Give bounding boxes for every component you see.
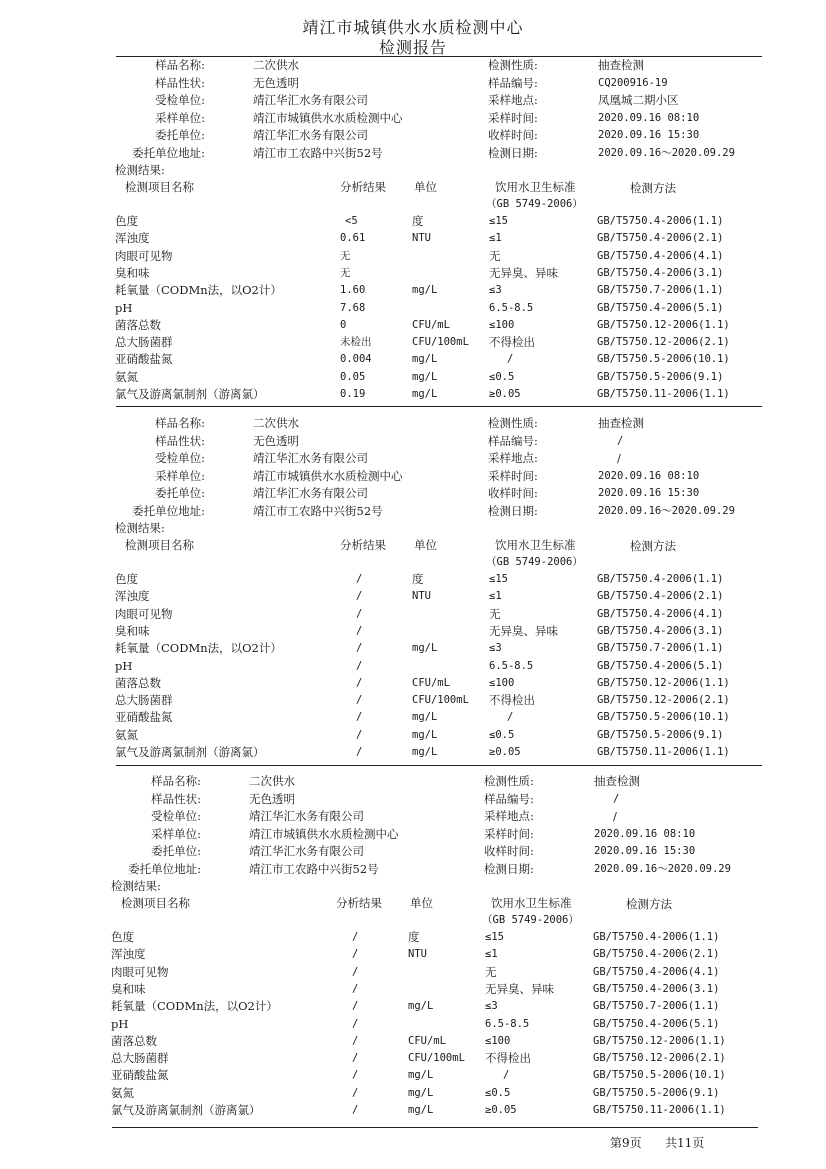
item-name: 总大肠菌群 [115, 693, 173, 708]
item-method: GB/T5750.7-2006(1.1) [593, 1000, 720, 1013]
item-name: 臭和味 [111, 981, 146, 996]
item-result: 0.004 [340, 353, 372, 366]
info-value: 凤凰城二期小区 [598, 93, 679, 107]
item-name: 肉眼可见物 [115, 606, 173, 621]
info-value: / [617, 451, 621, 465]
item-unit: mg/L [408, 1104, 434, 1116]
item-method: GB/T5750.12-2006(2.1) [597, 694, 730, 707]
item-result: / [352, 1000, 359, 1013]
item-name: 耗氧量（CODMn法，以O2计） [115, 283, 282, 298]
item-result: / [352, 1086, 359, 1099]
item-method: GB/T5750.12-2006(1.1) [597, 676, 730, 689]
page-total: 共11页 [665, 1136, 705, 1150]
info-value: 抽查检测 [598, 416, 644, 430]
info-label: 采样单位: [151, 826, 201, 841]
item-result: / [356, 728, 363, 741]
info-label: 委托单位: [155, 128, 205, 142]
item-standard: ≤100 [489, 318, 515, 331]
item-method: GB/T5750.4-2006(2.1) [597, 590, 724, 603]
results-heading: 检测结果: [115, 163, 165, 177]
item-name: 亚硝酸盐氮 [115, 710, 173, 725]
col-header-standard-sub: （GB 5749-2006） [486, 198, 583, 210]
col-header-standard: 饮用水卫生标准 [491, 896, 572, 910]
item-method: GB/T5750.5-2006(10.1) [593, 1069, 726, 1082]
item-method: GB/T5750.11-2006(1.1) [597, 388, 730, 400]
item-name: 浑浊度 [115, 231, 150, 246]
info-value: 靖江市城镇供水水质检测中心 [253, 110, 403, 125]
info-value: CQ200916-19 [598, 76, 668, 89]
item-standard: 无异臭、异味 [489, 265, 558, 280]
info-label: 委托单位地址: [128, 861, 201, 876]
sample-section [0, 414, 826, 774]
item-method: GB/T5750.4-2006(1.1) [597, 573, 724, 585]
item-result: / [352, 1017, 359, 1030]
item-unit: mg/L [412, 728, 438, 741]
info-label: 采样时间: [488, 468, 538, 483]
item-standard: ≤3 [489, 284, 502, 297]
item-unit: CFU/mL [408, 1034, 446, 1047]
item-name: 氯气及游离氯制剂（游离氯） [115, 745, 265, 759]
info-value: 二次供水 [249, 774, 295, 788]
item-method: GB/T5750.4-2006(1.1) [593, 931, 720, 943]
item-standard: 无异臭、异味 [489, 623, 558, 638]
info-value: 2020.09.16 08:10 [594, 827, 696, 840]
item-standard: ≥0.05 [489, 746, 521, 758]
item-unit: mg/L [412, 284, 438, 297]
info-value: 2020.09.16～2020.09.29 [598, 146, 735, 159]
info-label: 受检单位: [151, 809, 201, 823]
info-label: 采样单位: [155, 468, 205, 483]
item-method: GB/T5750.4-2006(4.1) [593, 965, 720, 978]
item-result: / [352, 1069, 359, 1082]
item-standard: ≤1 [489, 590, 502, 603]
item-result: 1.60 [340, 284, 366, 297]
item-result: / [356, 642, 363, 655]
item-standard: 6.5-8.5 [485, 1017, 530, 1030]
item-result: 0.61 [340, 232, 366, 245]
info-label: 采样地点: [484, 809, 534, 823]
col-header-standard: 饮用水卫生标准 [495, 538, 576, 552]
info-label: 采样地点: [488, 451, 538, 465]
results-heading: 检测结果: [111, 879, 161, 893]
item-result: / [352, 948, 359, 961]
info-label: 委托单位地址: [132, 503, 205, 518]
item-unit: 度 [412, 214, 424, 228]
info-label: 样品编号: [484, 791, 534, 806]
info-label: 样品名称: [151, 774, 201, 788]
col-header-unit: 单位 [414, 538, 437, 552]
item-standard: ≤100 [489, 676, 515, 689]
item-result: / [356, 711, 363, 724]
info-value: 靖江华汇水务有限公司 [253, 93, 368, 107]
info-label: 检测日期: [488, 145, 538, 160]
info-label: 委托单位: [155, 486, 205, 500]
col-header-result: 分析结果 [340, 538, 386, 552]
info-value: 2020.09.16 15:30 [594, 845, 696, 857]
item-result: / [356, 676, 363, 689]
item-standard: 无 [485, 964, 497, 979]
item-result: / [352, 1034, 359, 1047]
item-name: 色度 [115, 572, 138, 586]
item-result: 无 [340, 266, 351, 279]
info-label: 检测日期: [484, 861, 534, 876]
info-value: 靖江市工农路中兴街52号 [253, 503, 383, 518]
item-result: / [352, 1052, 359, 1065]
info-label: 采样单位: [155, 110, 205, 125]
item-name: 浑浊度 [111, 947, 146, 962]
item-method: GB/T5750.7-2006(1.1) [597, 284, 724, 297]
item-unit: CFU/100mL [412, 336, 469, 349]
item-name: 浑浊度 [115, 589, 150, 604]
item-name: 肉眼可见物 [111, 964, 169, 979]
item-name: 氨氮 [115, 369, 138, 384]
col-header-standard-sub: （GB 5749-2006） [482, 914, 579, 926]
item-method: GB/T5750.11-2006(1.1) [597, 746, 730, 758]
info-value: 无色透明 [249, 791, 295, 806]
col-header-method: 检测方法 [626, 897, 672, 911]
item-unit: mg/L [412, 746, 438, 758]
info-label: 受检单位: [155, 93, 205, 107]
item-result: / [356, 607, 363, 620]
info-label: 样品性状: [155, 433, 205, 448]
item-name: pH [111, 1016, 129, 1031]
info-value: 二次供水 [253, 416, 299, 430]
item-method: GB/T5750.4-2006(1.1) [597, 215, 724, 227]
col-header-item: 检测项目名称 [125, 180, 194, 194]
col-header-item: 检测项目名称 [121, 896, 190, 910]
item-unit: 度 [412, 572, 424, 586]
item-result: / [356, 746, 363, 758]
item-name: 氨氮 [111, 1085, 134, 1100]
col-header-unit: 单位 [414, 180, 437, 194]
info-value: 靖江市工农路中兴街52号 [249, 861, 379, 876]
item-standard: ≤1 [485, 948, 498, 961]
item-standard: 不得检出 [489, 335, 535, 350]
item-result: / [356, 659, 363, 672]
col-header-standard: 饮用水卫生标准 [495, 180, 576, 194]
info-value: 靖江市工农路中兴街52号 [253, 145, 383, 160]
item-standard: ≤15 [485, 931, 504, 943]
item-name: 肉眼可见物 [115, 248, 173, 263]
item-name: 亚硝酸盐氮 [111, 1068, 169, 1083]
info-label: 样品编号: [488, 75, 538, 90]
item-unit: mg/L [408, 1086, 434, 1099]
item-result: / [356, 694, 363, 707]
info-label: 委托单位地址: [132, 145, 205, 160]
item-standard: 不得检出 [489, 693, 535, 708]
info-label: 样品编号: [488, 433, 538, 448]
item-name: 氯气及游离氯制剂（游离氯） [111, 1103, 261, 1117]
item-name: 臭和味 [115, 265, 150, 280]
item-standard: ≤0.5 [489, 728, 515, 741]
item-name: 总大肠菌群 [115, 335, 173, 350]
item-standard: / [503, 1069, 510, 1082]
col-header-result: 分析结果 [336, 896, 382, 910]
item-method: GB/T5750.4-2006(3.1) [597, 266, 724, 279]
info-value: / [613, 809, 617, 823]
item-method: GB/T5750.5-2006(9.1) [597, 370, 724, 383]
item-name: pH [115, 300, 133, 315]
info-label: 收样时间: [484, 844, 534, 858]
item-result: / [352, 931, 359, 943]
info-value: 2020.09.16 15:30 [598, 487, 700, 499]
info-value: 靖江市城镇供水水质检测中心 [249, 826, 399, 841]
info-value: 抽查检测 [594, 774, 640, 788]
item-result: 无 [340, 249, 351, 262]
item-method: GB/T5750.4-2006(4.1) [597, 607, 724, 620]
item-method: GB/T5750.4-2006(2.1) [593, 948, 720, 961]
item-method: GB/T5750.4-2006(5.1) [597, 659, 724, 672]
item-method: GB/T5750.4-2006(5.1) [593, 1017, 720, 1030]
info-label: 采样时间: [488, 110, 538, 125]
item-result: 7.68 [340, 301, 366, 314]
col-header-unit: 单位 [410, 896, 433, 910]
item-name: 总大肠菌群 [111, 1051, 169, 1066]
info-value: 2020.09.16 08:10 [598, 469, 700, 482]
info-value: 靖江市城镇供水水质检测中心 [253, 468, 403, 483]
item-name: 菌落总数 [115, 317, 161, 332]
item-method: GB/T5750.4-2006(2.1) [597, 232, 724, 245]
item-name: 氯气及游离氯制剂（游离氯） [115, 387, 265, 401]
item-unit: mg/L [412, 353, 438, 366]
item-name: 亚硝酸盐氮 [115, 352, 173, 367]
item-result: / [356, 590, 363, 603]
item-unit: NTU [412, 232, 431, 245]
item-name: 耗氧量（CODMn法，以O2计） [115, 641, 282, 656]
info-value: / [613, 792, 620, 805]
item-method: GB/T5750.4-2006(3.1) [597, 624, 724, 637]
item-unit: mg/L [408, 1000, 434, 1013]
info-value: 靖江华汇水务有限公司 [253, 451, 368, 465]
item-standard: ≤1 [489, 232, 502, 245]
item-method: GB/T5750.12-2006(2.1) [593, 1052, 726, 1065]
item-method: GB/T5750.7-2006(1.1) [597, 642, 724, 655]
col-header-result: 分析结果 [340, 180, 386, 194]
info-value: 靖江华汇水务有限公司 [249, 844, 364, 858]
item-unit: CFU/mL [412, 318, 450, 331]
item-standard: ≤3 [485, 1000, 498, 1013]
info-label: 检测性质: [488, 58, 538, 72]
item-standard: ≤15 [489, 215, 508, 227]
col-header-method: 检测方法 [630, 539, 676, 553]
info-value: 无色透明 [253, 433, 299, 448]
results-heading: 检测结果: [115, 521, 165, 535]
item-unit: NTU [408, 948, 427, 961]
info-label: 检测性质: [488, 416, 538, 430]
item-standard: 无 [489, 248, 501, 263]
info-value: 抽查检测 [598, 58, 644, 72]
item-standard: 不得检出 [485, 1051, 531, 1066]
item-unit: NTU [412, 590, 431, 603]
item-standard: ≤100 [485, 1034, 511, 1047]
item-name: 色度 [115, 214, 138, 228]
item-unit: mg/L [412, 388, 438, 400]
item-result: <5 [345, 215, 358, 227]
item-result: 0.05 [340, 370, 366, 383]
item-name: 菌落总数 [115, 675, 161, 690]
item-result: / [356, 573, 363, 585]
item-method: GB/T5750.4-2006(5.1) [597, 301, 724, 314]
item-result: / [352, 982, 359, 995]
item-unit: 度 [408, 930, 420, 944]
item-standard: ≥0.05 [489, 388, 521, 400]
item-method: GB/T5750.11-2006(1.1) [593, 1104, 726, 1116]
item-result: 未检出 [340, 336, 372, 349]
info-label: 收样时间: [488, 486, 538, 500]
item-unit: mg/L [412, 370, 438, 383]
info-value: 2020.09.16～2020.09.29 [594, 862, 731, 875]
item-unit: CFU/100mL [412, 694, 469, 707]
item-name: 色度 [111, 930, 134, 944]
item-standard: ≤15 [489, 573, 508, 585]
info-value: 靖江华汇水务有限公司 [253, 486, 368, 500]
info-label: 受检单位: [155, 451, 205, 465]
item-name: 氨氮 [115, 727, 138, 742]
info-value: 2020.09.16 08:10 [598, 111, 700, 124]
item-standard: ≥0.05 [485, 1104, 517, 1116]
item-standard: ≤0.5 [489, 370, 515, 383]
item-result: / [352, 965, 359, 978]
item-standard: 6.5-8.5 [489, 301, 534, 314]
info-value: 靖江华汇水务有限公司 [249, 809, 364, 823]
item-method: GB/T5750.5-2006(9.1) [597, 728, 724, 741]
info-label: 检测性质: [484, 774, 534, 788]
item-standard: ≤3 [489, 642, 502, 655]
info-label: 样品名称: [155, 416, 205, 430]
col-header-standard-sub: （GB 5749-2006） [486, 556, 583, 568]
info-label: 收样时间: [488, 128, 538, 142]
item-unit: CFU/100mL [408, 1052, 465, 1065]
info-label: 采样地点: [488, 93, 538, 107]
item-method: GB/T5750.4-2006(4.1) [597, 249, 724, 262]
page-number: 第9页 [610, 1136, 642, 1150]
item-standard: / [507, 353, 514, 366]
report-title: 靖江市城镇供水水质检测中心 [302, 18, 524, 37]
info-value: 2020.09.16 15:30 [598, 129, 700, 141]
info-label: 采样时间: [484, 826, 534, 841]
item-unit: mg/L [412, 711, 438, 724]
item-method: GB/T5750.5-2006(10.1) [597, 353, 730, 366]
report-subtitle: 检测报告 [378, 38, 447, 57]
info-label: 样品性状: [151, 791, 201, 806]
item-name: 臭和味 [115, 623, 150, 638]
info-label: 样品性状: [155, 75, 205, 90]
item-result: 0 [340, 318, 347, 331]
item-result: 0.19 [340, 388, 366, 400]
info-label: 委托单位: [151, 844, 201, 858]
info-value: 无色透明 [253, 75, 299, 90]
item-name: 耗氧量（CODMn法，以O2计） [111, 999, 278, 1014]
info-value: / [617, 434, 624, 447]
item-method: GB/T5750.4-2006(3.1) [593, 982, 720, 995]
item-unit: CFU/mL [412, 676, 450, 689]
info-label: 检测日期: [488, 503, 538, 518]
info-value: 靖江华汇水务有限公司 [253, 128, 368, 142]
info-label: 样品名称: [155, 58, 205, 72]
sample-section [0, 772, 826, 1132]
item-standard: ≤0.5 [485, 1086, 511, 1099]
item-standard: 无异臭、异味 [485, 981, 554, 996]
item-method: GB/T5750.5-2006(9.1) [593, 1086, 720, 1099]
item-result: / [356, 624, 363, 637]
item-unit: mg/L [408, 1069, 434, 1082]
item-standard: / [507, 711, 514, 724]
item-unit: mg/L [412, 642, 438, 655]
info-value: 2020.09.16～2020.09.29 [598, 504, 735, 517]
item-method: GB/T5750.5-2006(10.1) [597, 711, 730, 724]
item-method: GB/T5750.12-2006(1.1) [597, 318, 730, 331]
item-method: GB/T5750.12-2006(1.1) [593, 1034, 726, 1047]
sample-section [0, 56, 826, 416]
item-standard: 6.5-8.5 [489, 659, 534, 672]
col-header-item: 检测项目名称 [125, 538, 194, 552]
item-result: / [352, 1104, 359, 1116]
info-value: 二次供水 [253, 58, 299, 72]
item-name: 菌落总数 [111, 1033, 157, 1048]
item-method: GB/T5750.12-2006(2.1) [597, 336, 730, 349]
item-standard: 无 [489, 606, 501, 621]
item-name: pH [115, 658, 133, 673]
col-header-method: 检测方法 [630, 181, 676, 195]
